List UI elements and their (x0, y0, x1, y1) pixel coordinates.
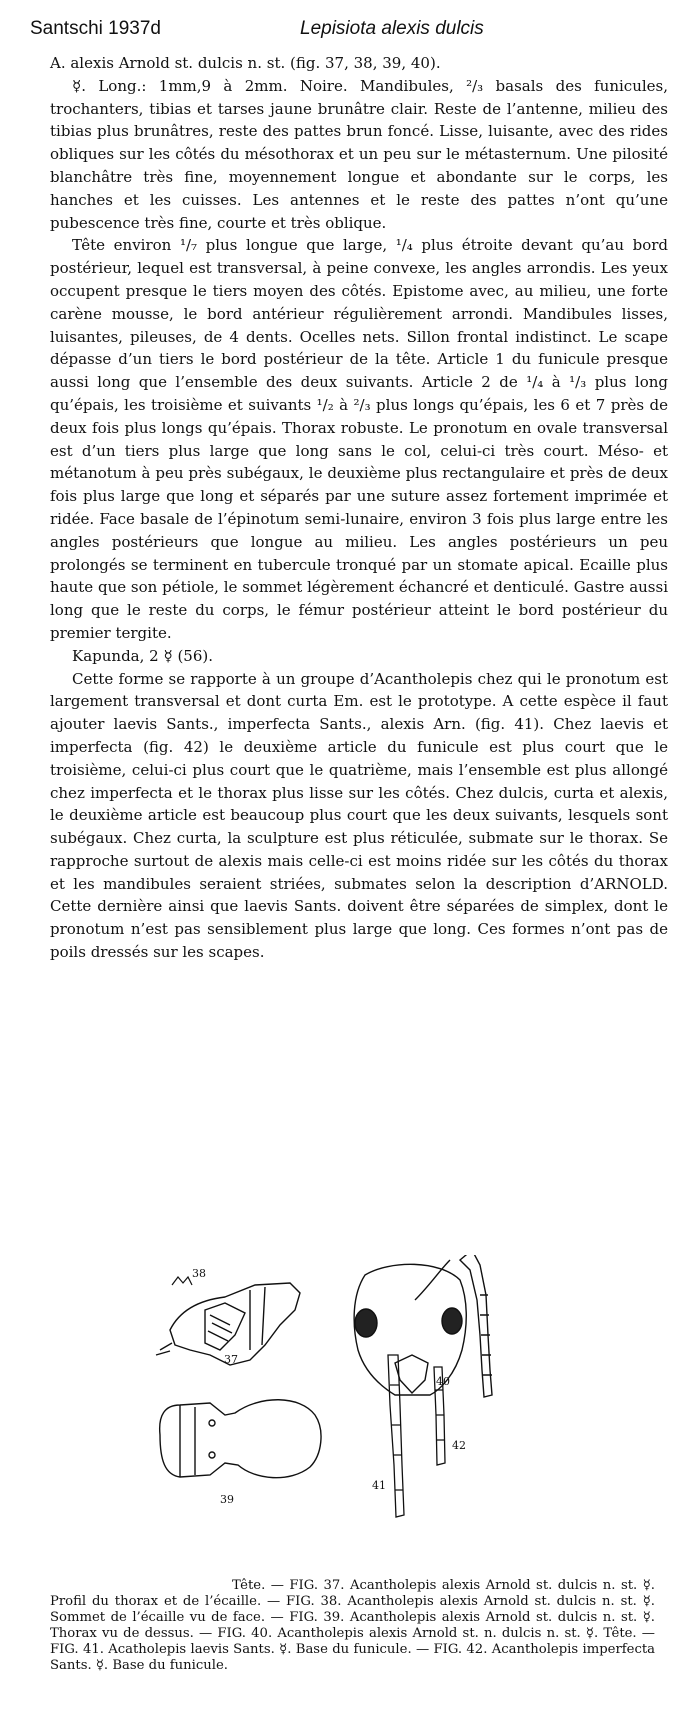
worker-description-paragraph: ☿. Long.: 1mm,9 à 2mm. Noire. Mandibules, ²/₃ basals des funicules, trochanters, tibias et tarses jaune brunâtre clair. Reste de l’antenne, milieu des tibias plus brunâtres, reste des pattes brun foncé. Lisse, luisante, avec des rides obliques sur les côtés du mésothorax et un peu sur le métasternum. Une pilosité blanchâtre très fine, moyennement longue et abondante sur le corps, les hanches et les cuisses. Les antennes et le reste des pattes n’ont qu’une pubescence très fine, courte et très oblique. (50, 76, 668, 232)
morphology-paragraph: Tête environ ¹/₇ plus longue que large, ¹/₄ plus étroite devant qu’au bord postérieur, lequel est transversal, à peine convexe, les angles arrondis. Les yeux occupent presque le tiers moyen des côtés. Epistome avec, au milieu, une forte carène mousse, le bord antérieur régulièrement arrondi. Mandibules lisses, luisantes, pileuses, de 4 dents. Ocelles nets. Sillon frontal indistinct. Le scape dépasse d’un tiers le bord postérieur de la tête. Article 1 du funicule presque aussi long que l’ensemble des deux suivants. Article 2 de ¹/₄ à ¹/₃ plus long qu’épais, les troisième et suivants ¹/₂ à ²/₃ plus longs qu’épais, les 6 et 7 près de deux fois plus longs qu’épais. Thorax robuste. Le pronotum en ovale transversal est d’un tiers plus large que long sans le col, celui-ci très court. Méso- et métanotum à peu près subégaux, le deuxième plus rectangulaire et près de deux fois plus large que long et séparés par une suture assez fortement imprimée et ridée. Face basale de l’épinotum semi-lunaire, environ 3 fois plus large entre les angles postérieurs que longue au milieu. Les angles postérieurs un peu prolongés se terminent en tubercule tronqué par un stomate apical. Ecaille plus haute que son pétiole, le sommet légèrement échancré et denticulé. Gastre aussi long que le reste du corps, le fémur postérieur atteint le bord postérieur du premier tergite. (50, 236, 668, 642)
fig-42-label: 42 (452, 1439, 466, 1452)
fig-39-label: 39 (220, 1493, 234, 1506)
fig-41-funicle-drawing (388, 1355, 404, 1517)
figure-caption (50, 1578, 655, 1674)
locality-paragraph: Kapunda, 2 ☿ (56). (72, 646, 213, 665)
running-header (30, 18, 670, 46)
fig-41-label: 41 (372, 1479, 386, 1492)
header-taxon: Lepisiota alexis dulcis (300, 18, 484, 39)
article-body (50, 52, 668, 964)
fig-37-label: 37 (224, 1353, 238, 1366)
fig-40-head-drawing (354, 1255, 492, 1397)
header-author-year: Santschi 1937d (30, 18, 161, 39)
taxon-heading-paragraph: A. alexis Arnold st. dulcis n. st. (fig. 37, 38, 39, 40). (50, 54, 441, 72)
fig-38-label: 38 (192, 1267, 206, 1280)
fig-38-scale-summit-drawing (172, 1277, 192, 1285)
figure-caption-text: Tête. — FIG. 37. Acantholepis alexis Arnold st. dulcis n. st. ☿. Profil du thorax et de l’écaille. — FIG. 38. Acantholepis alexis Arnold st. dulcis n. st. ☿. Sommet de l’écaille vu de face. — FIG. 39. Acantholepis alexis Arnold st. dulcis n. st. ☿. Thorax vu de dessus. — FIG. 40. Acantholepis alexis Arnold st. n. dulcis n. st. ☿. Tête. — FIG. 41. Acatholepis laevis Sants. ☿. Base du funicule. — FIG. 42. Acantholepis imperfecta Sants. ☿. Base du funicule. (50, 1578, 655, 1673)
fig-40-label: 40 (436, 1375, 450, 1388)
discussion-paragraph: Cette forme se rapporte à un groupe d’Acantholepis chez qui le pronotum est largement transversal et dont curta Em. est le prototype. A cette espèce il faut ajouter laevis Sants., imperfecta Sants., alexis Arn. (fig. 41). Chez laevis et imperfecta (fig. 42) le deuxième article du funicule est plus court que le troisième, celui-ci plus court que le quatrième, mais l’ensemble est plus allongé chez imperfecta et le thorax plus lisse sur les côtés. Chez dulcis, curta et alexis, le deuxième article est beaucoup plus court que les deux suivants, lesquels sont subégaux. Chez curta, la sculpture est plus réticulée, submate sur le thorax. Se rapproche surtout de alexis mais celle-ci est moins ridée sur les côtés du thorax et les mandibules seraient striées, submates selon la description d’ARNOLD. Cette dernière ainsi que laevis Sants. doivent être séparées de simplex, dont le pronotum n’est pas sensiblement plus large que long. Ces formes n’ont pas de poils dressés sur les scapes. (50, 669, 668, 962)
fig-39-thorax-dorsal-drawing (160, 1400, 321, 1478)
